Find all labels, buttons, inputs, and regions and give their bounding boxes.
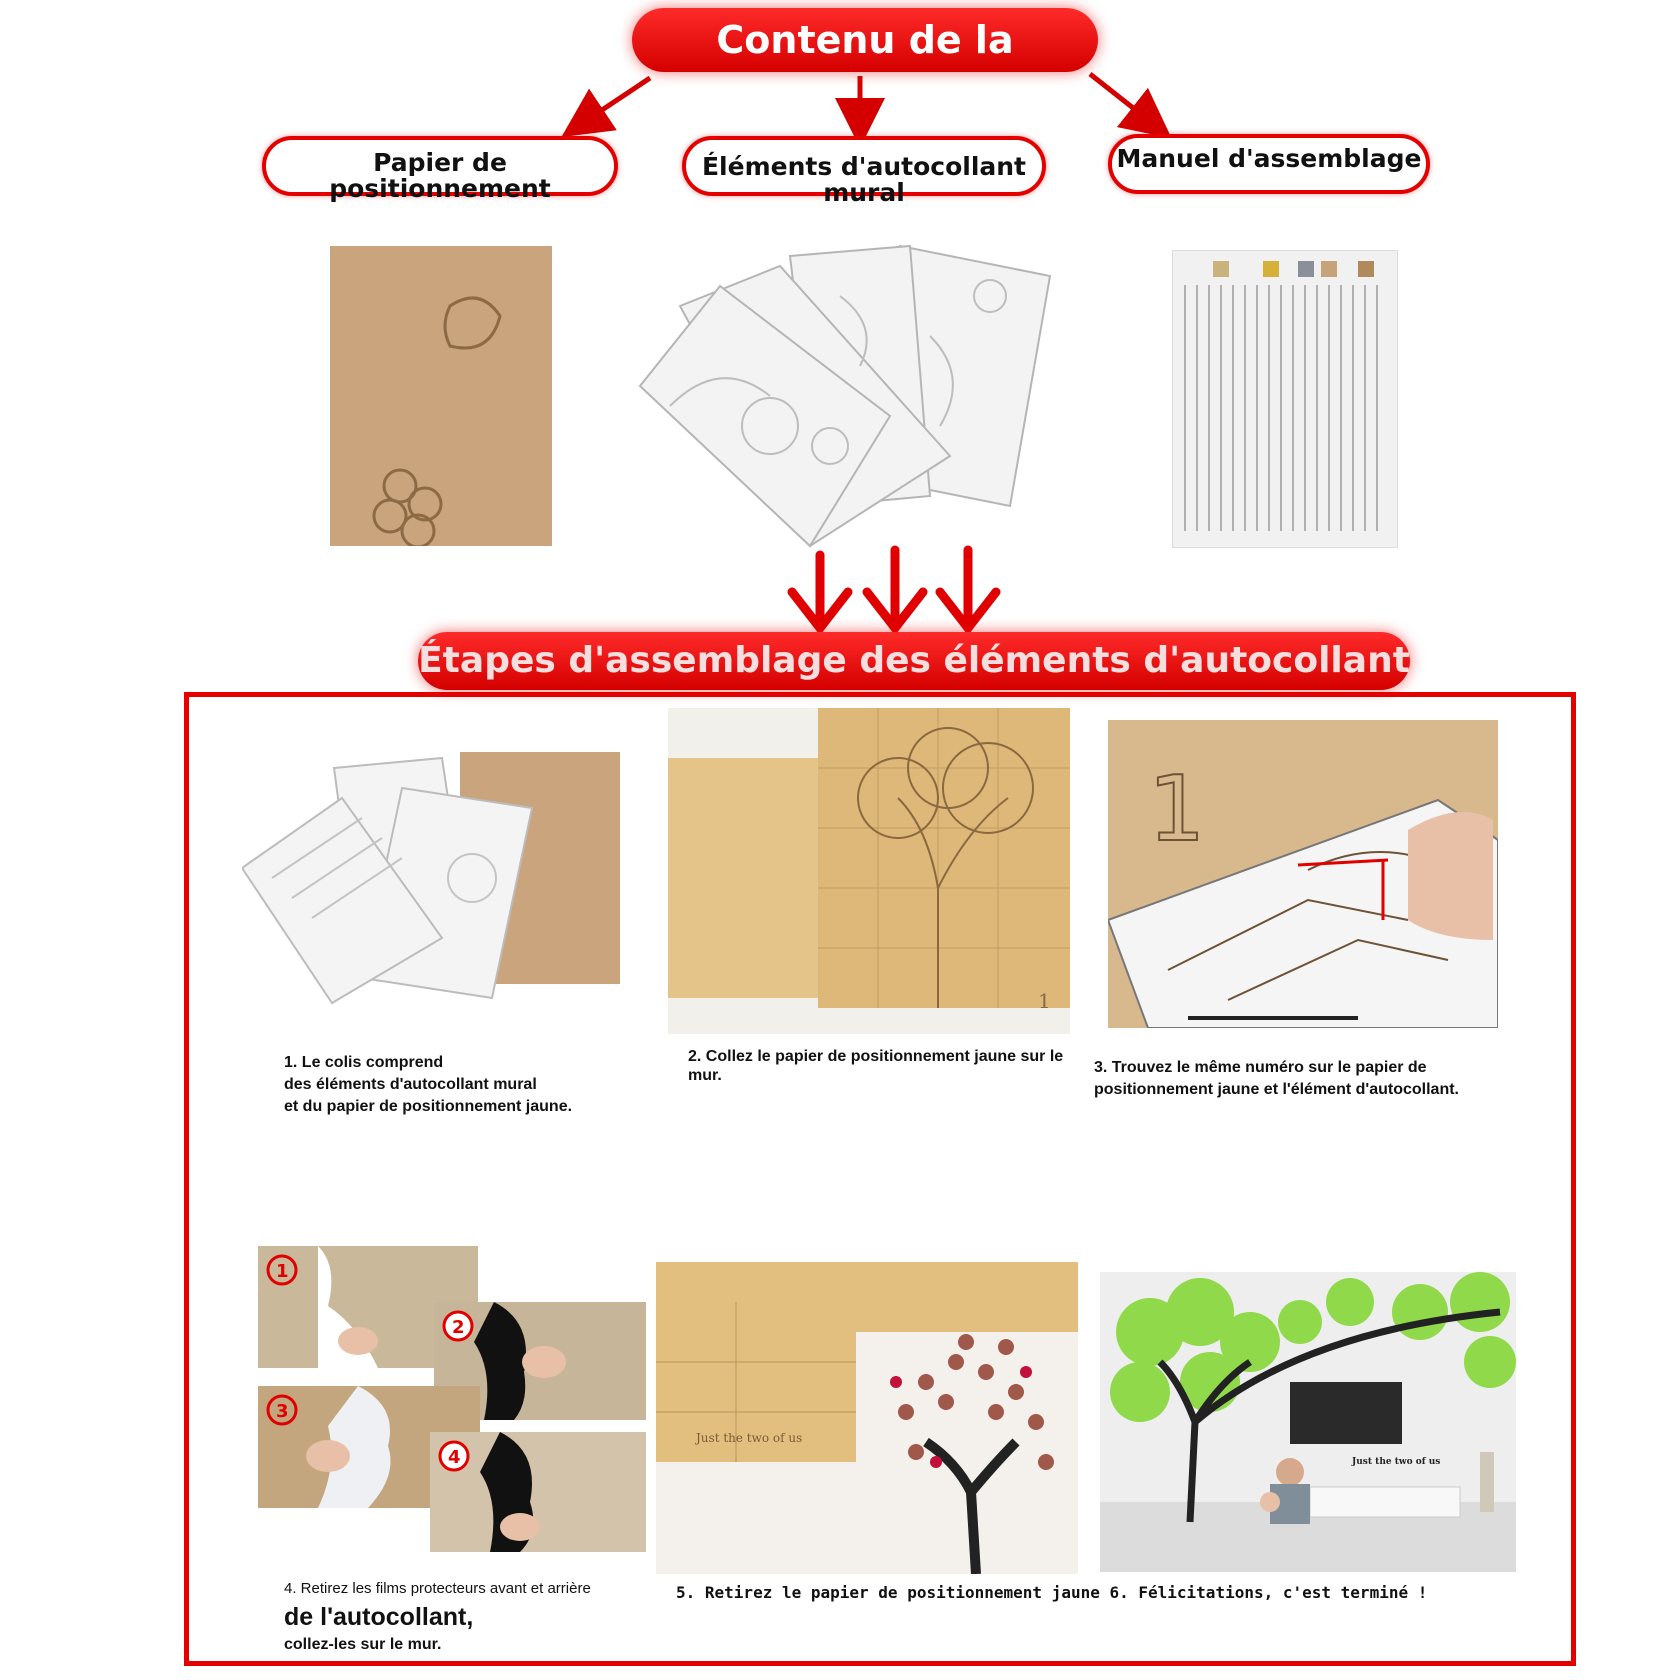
step1-caption: 1. Le colis comprend des éléments d'autocollant mural et du papier de positionnement jaune. <box>284 1054 573 1115</box>
step2-caption: 2. Collez le papier de positionnement jaune sur le mur. <box>688 1048 1064 1084</box>
step2-photo <box>668 708 1070 1034</box>
tree-number-text: 1 <box>1038 989 1051 1013</box>
assembly-manual-label: Manuel d'assemblage <box>1108 134 1430 194</box>
down-arrow-icon <box>792 555 848 628</box>
decal-quote-text: Just the two of us <box>1352 1457 1441 1467</box>
assembly-steps-title: Étapes d'assemblage des éléments d'autocollant <box>418 632 1410 690</box>
arrow-left-icon <box>578 78 650 126</box>
step4-caption: 4. Retirez les films protecteurs avant et arrière de l'autocollant, collez-les sur le mur. <box>284 1580 591 1653</box>
step-number-4: 4 <box>448 1447 461 1468</box>
delivery-contents-title: Contenu de la livraison <box>632 8 1098 72</box>
positioning-paper-photo <box>330 246 552 546</box>
step5-6-caption: 5. Retirez le papier de positionnement jaune 6. Félicitations, c'est terminé ! <box>676 1583 1428 1602</box>
step3-photo <box>1108 720 1498 1028</box>
down-arrow-icon <box>940 550 996 628</box>
step5-photo <box>656 1262 1078 1574</box>
down-arrow-icon <box>867 550 923 628</box>
positioning-paper-label: Papier de positionnement <box>262 136 618 196</box>
wall-sticker-elements-label: Éléments d'autocollant mural <box>682 136 1046 196</box>
arrow-right-icon <box>1090 74 1156 126</box>
step6-photo <box>1100 1272 1516 1572</box>
svg-text:1: 1 <box>1148 757 1206 862</box>
step4-photo-4 <box>430 1432 646 1552</box>
step1-photo <box>242 748 628 1008</box>
leaf-outline-icon <box>330 246 552 546</box>
step-number-1: 1 <box>276 1261 289 1282</box>
manual-photo <box>1172 250 1398 548</box>
step3-caption: 3. Trouvez le même numéro sur le papier de positionnement jaune et l'élément d'autocollant. <box>1094 1059 1459 1098</box>
positioning-quote-text: Just the two of us <box>696 1431 803 1445</box>
step-number-2: 2 <box>452 1317 465 1338</box>
step-number-3: 3 <box>276 1401 289 1422</box>
sticker-sheets-photo <box>630 236 1060 548</box>
